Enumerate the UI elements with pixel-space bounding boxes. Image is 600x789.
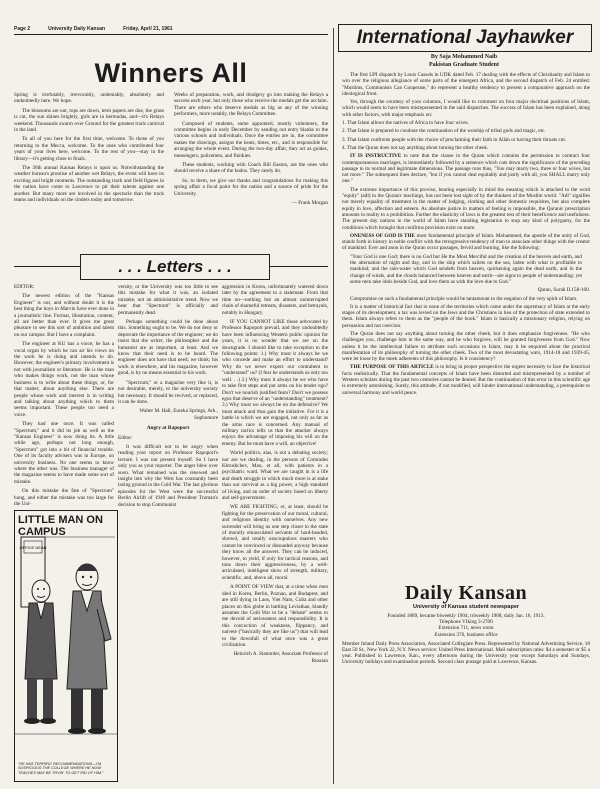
letter-paragraph: versity, or the University was too little to see this mistake for what it was, an isolated mistake, not an administrative trend. Now we hear that "Spectrum" is officially and permanently dead.	[118, 284, 218, 316]
editorial-column-2	[174, 92, 328, 254]
author-name: By Saja Mohammed Naib	[430, 54, 498, 60]
letter-signature: Walter M. Hall, Eureka Springs, Ark., Sophomore	[139, 408, 218, 421]
editorial-signature: — Frank Morgan	[291, 200, 328, 207]
editorial-paragraph: So, to them, we give our thanks and congratulations for making this spring affair a focal point for the nation and a source of pride for the University.	[174, 177, 328, 197]
letter-paragraph: IF YOU CANNOT LIKE those advocated by Professor Rapoport prevail, and they undoubtedly have been influencing Western public opinion for years, it is no wonder that we are on the downgrade. I should like to take exception to the following points: 1.) Why must it always be we who concede and make an effort to understand? Why do we never expect our contrahent to "understand" us? (I fear he understands us only too well. . .) 2.) Why must it always be we who have to take first steps and put arms on his tender ego? Don't we nourish justified fears? Don't we possess egos that deserve of an "understanding" treatment? 3.) Why must we always be on the defensive? We must attack and thus gain the initiative. For it is a battle in which we are engaged, not only as far as the arms race is concerned. Any manual of military tactics tells us that the attacker always enjoys the advantage of imposing his will on the enemy. But he must have a will, an objective!	[222, 319, 328, 447]
article-paragraph: The extreme importance of this proviso, bearing especially in mind the meaning which is attached to the word "equity" (adl) in the Quranic teachings, has not been lost sight of by the thinkers of the Muslim world. "Adl" signifies not merely equality of treatment in the matter of lodging, clothing and other domestic requisites, but also complete equity in love, affection and esteem. As absolute justice in matters of feeling is impossible, the Quranic prescription amounts in reality to a prohibition. Further the elasticity of laws is the greatest test of their beneficence and usefulness. The present day nations in the world of Islam have standing legislation to stop any kind of polygamy, for the conditions which brought that confirms provision exist no more.	[342, 186, 590, 231]
list-item: 1. That Islam allows the natives of Africa to have four wives.	[342, 120, 469, 127]
points-list	[342, 120, 590, 151]
masthead-info	[342, 613, 590, 638]
article-paragraph: Yet, through the courtesy of your columns, I would like to comment on four major doctrinal positions of Islam, which would seem to have been misrepresented in the said dispatches. The success of Islam has been explained, along with other factors, with major emphasis on:	[342, 99, 590, 118]
article-paragraph	[342, 364, 590, 395]
letter-paragraph: They had one once. It was called "Spectrum," and it did its job as well as the "Kansas Engineer" is now doing its. A little while ago, perhaps not long enough, "Spectrum" got into a bit of financial trouble. One of its faculty advisers was in Europe, on university business. No one seems to know where the other was. The business manager of the magazine seems to have made some sort of mistake.	[14, 421, 114, 485]
letter-subhead: Angry at Rapoport	[146, 425, 190, 432]
door-sign: OFFICE DEAN	[19, 545, 47, 550]
letter-paragraph: The engineer at KU has a voice; he has a vocal organ by which he can air his views on the work he is doing and intends to do. However, the engineer's primary involvement is not with journalism or literature. He is the man who makes things work, not the man whose business is to write about these things, or, for that matter, about anything else. There are people whose work and interest is in writing and talking about anything which to them seems important. These people too need a voice.	[14, 341, 114, 418]
editorial-headline: Winners All	[94, 58, 248, 88]
letters-column-3	[222, 284, 328, 772]
column-divider	[333, 28, 334, 784]
letters-column-2	[118, 284, 218, 772]
paragraph-lead: THE PURPOSE OF THIS ARTICLE	[350, 364, 434, 371]
letter-salutation: EDITOR:	[14, 284, 35, 290]
membership-notice: Member Inland Daily Press Association, Associated Collegiate Press. Represented by National Advertising Service, 18 East 50 St., New York 22, N.Y. News service: United Press International. Mail subscription rates: $4 a semester or $5 a year. Published in Lawrence, Kan., every afternoon during the University year except Saturdays and Sundays, University holidays and examination periods. Second class postage paid at Lawrence, Kansas.	[342, 640, 590, 666]
paragraph-lead: IT IS INSTRUCTIVE	[350, 153, 402, 160]
paper-name: University Daily Kansan	[48, 26, 106, 32]
author-title: Pakistan Graduate Student	[428, 61, 499, 68]
list-item: 3. That Islam confronts people with the choice of proclaiming their faith in Allah or having their throats cut.	[342, 136, 567, 143]
list-item: 2. That Islam is prepared to condone the continuation of the worship of tribal gods and magic, etc.	[342, 128, 546, 135]
article-paragraph	[342, 233, 590, 252]
page-folio	[14, 26, 328, 35]
editorial-paragraph: These students, working with Coach Bill Easton, are the ones who should receive a share of the kudos. They rarely do.	[174, 162, 328, 175]
cartoon-panel	[14, 510, 118, 782]
cartoon-illustration-icon	[15, 529, 117, 754]
letter-paragraph: "Spectrum," or a magazine very like it, is not desirable, merely, to the university society but necessary. It should be revived, or replaced, it can be done.	[118, 379, 218, 405]
column-title: International Jayhawker	[338, 24, 592, 52]
telephone-line: Telephone VIking 3-2700	[439, 619, 493, 626]
issue-date: Friday, April 21, 1961	[123, 26, 173, 32]
letters-heading: . . . Letters . . .	[80, 254, 270, 280]
letter-paragraph: Perhaps something could be done about this. Something ought to be. We do not deny or deprecate the importance of the engineer; we do insist that the writer, the philosopher and the humanist are as important, at least. And we know that their need is to be heard. The engineer does not have that need; we think; his work is elsewhere, and his magazine, however good, is by no means essential to his work.	[118, 319, 218, 377]
editorial-paragraph: To all of you here for the first time, welcome. To those of you returning to the Mecca, welcome. To the ones who contributed four years of your lives here, welcome. To the rest of you—stay in the library—it's getting close to finals.	[14, 136, 164, 162]
article-paragraph: The first UPI dispatch by Louis Cassels in UDK dated Feb. 17 dealing with the effects of Christianity and Islam to win over the religious allegiance of some parts of the emergent Africa, and the second dispatch of Feb. 24 entitled: "Muslims, Communists Can Cooperate," do represent a healthy tendency to present a comparative approach on the ideological front.	[342, 72, 590, 97]
byline	[338, 54, 590, 69]
masthead	[342, 582, 590, 666]
list-item: 4. That the Quran does not say anything about turning the other cheek.	[342, 144, 489, 151]
paragraph-lead: ONENESS OF GOD IS THE	[350, 232, 416, 239]
masthead-tagline: University of Kansas student newspaper	[412, 604, 520, 610]
letter-salutation: Editor:	[118, 434, 133, 441]
extension-business: Extension 376, business office	[434, 631, 498, 638]
editorial-paragraph: The blossoms are out, tops are down, term papers are due, the grass is cut, the sun shines brightly, girls are in bermudas, and—it's Relays weekend. Thousands swarm over Ground for the greatest track carnival in the land.	[14, 107, 164, 134]
quote-citation: Quran, Surah II.158-160.	[537, 287, 590, 294]
editorial-paragraph: Composed of students, some appointed, mostly volunteers, the committee begins in early December by sending out entry blanks to the various schools and individuals. Once the entries are in, the committee makes the drawings, assigns the heats, times, etc., and is responsible for arranging the whole event. During the two-day affair, they act as guides, messengers, policemen, and flunkies.	[174, 120, 328, 159]
letter-paragraph: On this mistake the fate of "Spectrum" hung, and either the mistake was too large for the Uni-	[14, 488, 114, 507]
letter-paragraph: World politics, alas, is not a debating society; nor are we dealing, in the persons of Comrades Khrushchev, Mao, et all, with patients in a psychiatric ward. What we are caught in is a life and death struggle in which much more is at stake than our survival as a big power, a high standard of living, and an order of society based on liberty and self-government.	[222, 450, 328, 501]
paragraph-text: to note that the clause in the Quran which contains the permission to contract four contemporaneous marriages, is immediately followed by a sentence which cuts down the significance of the preceding passage to its normal and legitimate dimensions. The passage runs thus, "You may marry two, three or four wives, but not more." The subsequent lines declare, "but if you cannot deal equitably and justly with all, you SHALL marry only one."	[342, 153, 590, 185]
paragraph-text: most fundamental principle of Islam. Mohammed, the apostle of the unity of God, stands forth in history in noble conflict with the retrogressive tendency of man to associate other things with the creator of mankind. Ever and anon in the Quran occur passages, fervid and burning, like the following:	[342, 232, 590, 252]
article-paragraph: The Quran does not say anything about turning the other cheek, but it does emphasize forgiveness. "He who challenges you, challenge him in the same way, and he who forgives, will be granted forgiveness from God." Now unless it be the intellectual failure to attribute such occasions to Islam, may it be enquired about the practical manifestation of its philosophy of turning the other cheek. Two of the most devastating wars, 1914-18 and 1939-45, were let loose by the meek adherents of this philosophy. Is it consistency?	[342, 330, 590, 363]
article-paragraph: Compromise on such a fundamental principle would be tantamount to the negation of the very spirit of Islam.	[350, 295, 578, 302]
editorial-column-1	[14, 92, 164, 254]
editorial-paragraph: The 36th annual Kansas Relays is upon us. Notwithstanding the weather bureau's promise of another wet Relays, the event will have its exciting and bright moments. The outstanding track and field figures in the nation have come to Lawrence to pit their talents against one another. But many more are involved in the spectacle than the track teams and individuals on the cinders today and tomorrow.	[14, 165, 164, 204]
founded-line: Founded 1889, became biweekly 1904, triweekly 1908, daily Jan. 16, 1913.	[387, 613, 545, 619]
letter-paragraph: The newest edition of the "Kansas Engineer" is out, and without doubt it is the best thing the boys in Marvin have ever done in a journalistic line. Format, illustration, content, all are better than ever. It gives me great pleasure to see this sort of ambition and talent on our campus. But I have a complaint.	[14, 293, 114, 338]
article-paragraph: It is a matter of historical fact that in none of the territories which came under the supremacy of Islam at the early stages of its development, a tax was levied on the Jews and the Christians in lieu of the protection of state extended to them. Islam always refers to them as the "people of the book." Islam is basically a missionary religion, relying on persuasion and not coercion.	[342, 303, 590, 329]
jayhawker-body	[342, 72, 590, 580]
letter-paragraph: aggression in Korea, unfortunately watered down later by the agreement to a stalemate. From that time on—nothing but an almost uninterrupted chain of shameful retreats, disasters, and betrayals, notably in Hungary.	[222, 284, 328, 316]
letter-paragraph: It was difficult not to be angry when reading your report on Professor Rapoport's lecture. I was not present myself. So I have only you as your reporter. The anger blew over soon. What remained was the renewed and insight into why the West has constantly been losing ground in the Cold War. The last glorious episodes for the West were the successful Berlin Airlift of 1949 and President Truman's decision to stop Communist	[118, 443, 218, 508]
letter-signature: Heinrich A. Stammler, Associate Professor of Russian	[233, 651, 328, 664]
quran-quote: "Your God is one God; there is no God but He the Most Merciful and the creation of the heaven and earth, and the alternation of night and day, and in the ship which sailets on the sea, laden with what is profitable to mankind; and the rain-water which God sendeth from heaven, quickening again the dead earth, and in the change of winds, and the clouds balanced between heaven and earth—are signs to people of understanding: yet some men take idols beside God, and love them as with the love due to God."	[350, 253, 582, 285]
cartoon-title: LITTLE MAN ON CAMPUS	[18, 514, 103, 538]
editorial-paragraph: Spring is irrefutably, irrevocably, undeniably, absolutely and undoubtedly here. We hope.	[14, 92, 164, 105]
editorial-paragraph: Weeks of preparation, work, and drudgery go into making the Relays a success each year, but only those who receive the medals get the acclaim. There are others who deserve medals as big as any of the winning performers, more notably, the Relays Committee.	[174, 92, 328, 118]
article-paragraph	[342, 153, 590, 184]
cartoon-caption: "HE HAS TERRIFIC RECOMMENDATIONS—I'M SUSPICIOUS THE COLLEGE WHERE HE NOW TEACHES MAY BE TRYIN' TO GET RID OF HIM."	[18, 761, 104, 775]
extension-news: Extension 711, news room	[438, 625, 494, 632]
letters-column-1	[14, 284, 114, 508]
letter-paragraph: WE ARE FIGHTING, or, at least, should be fighting for the preservation of our moral, cultural, and religious identity with ourselves. Any new surrender will bring us one step closer to the state of morally emasculated servants of hard-headed, shrewd, and totally unscrupulous masters who cannot be convinced or dissuaded anyway because they know all the answers. They can be induced, however, to yield, if only for tactical reasons, and tone down their aggressiveness, by a well-articulated, intelligent show of strength, military, scientific, and, above all, moral.	[222, 504, 328, 581]
page-number: Page 2	[14, 26, 31, 32]
letter-paragraph: A POINT OF VIEW that, at a time when men died in Korea, Berlin, Poznan, and Budapest, and are still dying in Laos, Viet Nam, Cuba and other places on this globe in battling Leviathan, blandly assumes the Cold War to be a "debate" seems to me devoid of seriousness and responsibility. It is this concoction of weakness, flippancy, and naivete ("basically they are like us") that will lead to the downfall of what once was a great civilization.	[222, 584, 328, 648]
paragraph-text: is to bring in proper perspective the urgent necessity to face the historical facts realistically. That the fundamental concepts of Islam have been distorted and misrepresented by a number of Western scholars during the past two centuries cannot be denied. But the continuation of this error in this scientific age is extremely astonishing. Surely, this attitude, if not modified, will hinder international understanding, a prerequisite to universal harmony and world peace.	[342, 364, 590, 396]
masthead-logo: Daily Kansan	[404, 582, 528, 604]
